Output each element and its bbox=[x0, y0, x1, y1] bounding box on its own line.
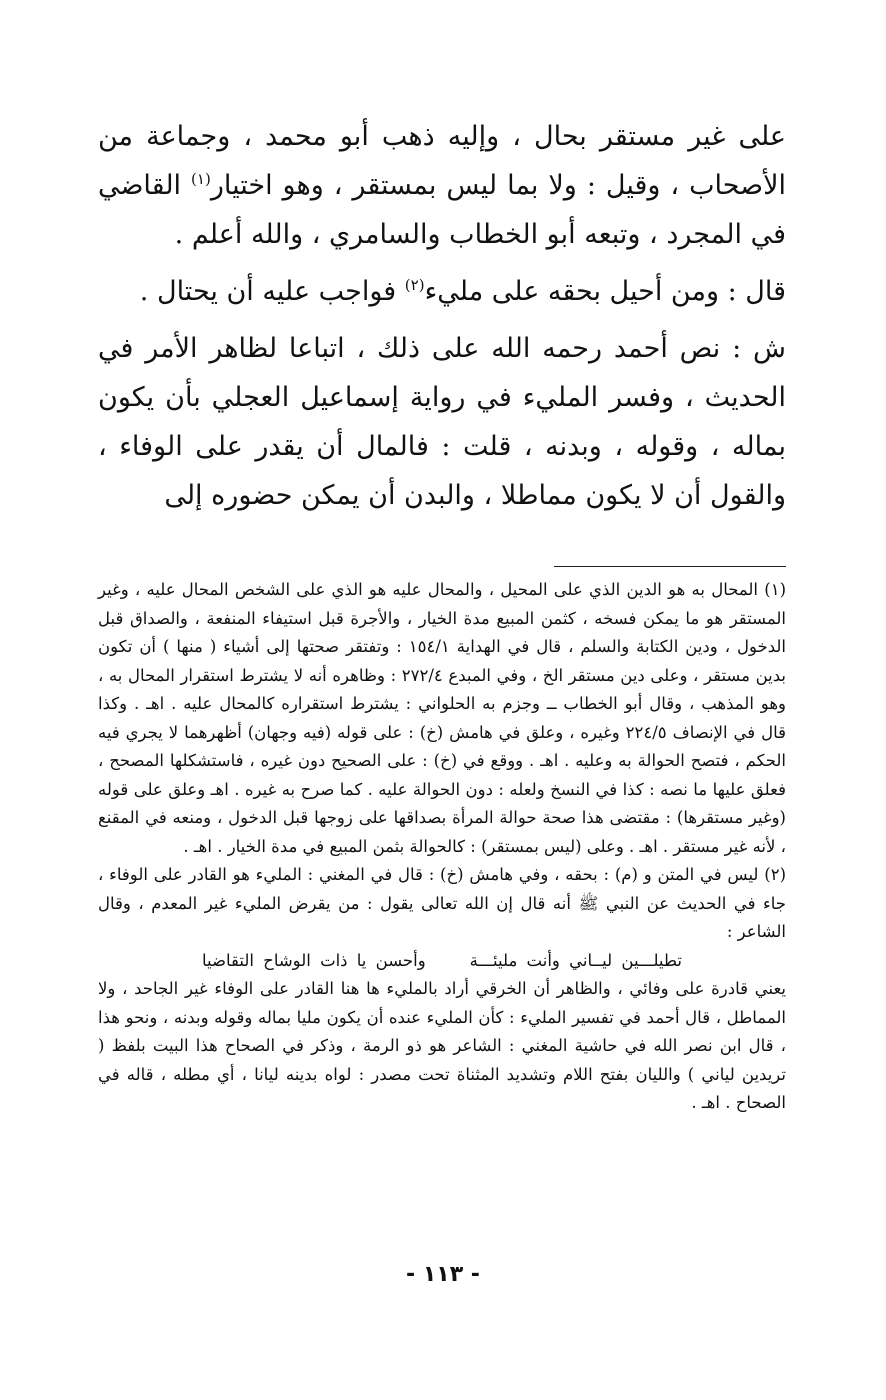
main-paragraph-1 bbox=[98, 112, 786, 259]
page-number: - ١١٣ - bbox=[406, 1262, 480, 1287]
main-paragraph-2-continuation: فواجب عليه أن يحتال . bbox=[139, 276, 405, 307]
footnotes bbox=[98, 576, 786, 1118]
main-paragraph-1-continuation: القاضي في المجرد ، وتبعه أبو الخطاب والسامري ، والله أعلم . bbox=[98, 170, 786, 250]
footnote-2: (٢) ليس في المتن و (م) : بحقه ، وفي هامش (خ) : قال في المغني : المليء هو القادر على الوفاء ، جاء في الحديث عن النبي ﷺ أنه قال إن الله تعالى يقول : من يقرض المليء غير المعدم ، وقال الشاعر : bbox=[98, 865, 786, 941]
main-paragraph-2 bbox=[98, 267, 786, 316]
footnote-ref-2: (٢) bbox=[404, 276, 425, 294]
footnote-ref-1: (١) bbox=[191, 170, 211, 188]
verse-second-hemistich: وأحسن يا ذات الوشاح التقاضيا bbox=[201, 950, 426, 970]
footnote-1: (١) المحال به هو الدين الذي على المحيل ، والمحال عليه هو الذي على الشخص المحال عليه ، وغير المستقر هو ما يمكن فسخه ، كثمن المبيع مدة الخيار ، والأجرة قبل استيفاء المنفعة ، والصداق قبل الدخول ، ودين الكتابة والسلم ، قال في الهداية ١٥٤/١ : وتفتقر صحتها إلى أشياء ( منها ) أن تكون بدين مستقر ، وعلى دين مستقر الخ ، وفي المبدع ٢٧٢/٤ : وظاهره أنه لا يشترط استقرار المحال به ، وهو المذهب ، وقال أبو الخطاب ــ وجزم به الحلواني : يشترط استقراره كالمحال عليه . اهـ . وكذا قال في الإنصاف ٢٢٤/٥ وغيره ، وعلق في هامش (خ) : على قوله (فيه وجهان) أظهرهما لا يجري فيه الحكم ، فتصح الحوالة به وعليه . اهـ . ووقع في (خ) : على الصحيح دون غيره ، فاستشكلها المصحح ، فعلق عليها ما نصه : كذا في النسخ ولعله : دون الحوالة عليه . كما صرح به غيره . اهـ وعلق على قوله (وغير مستقرها) : مقتضى هذا صحة حوالة المرأة بصداقها على زوجها قبل الدخول ، ومنعه في المقنع ، لأنه غير مستقر . اهـ . وعلى (ليس بمستقر) : كالحوالة بثمن المبيع في مدة الخيار . اهـ . bbox=[98, 580, 786, 856]
poetry-verse bbox=[98, 947, 786, 976]
verse-first-hemistich: تطيلـــين ليــاني وأنت مليئـــة bbox=[469, 950, 683, 970]
main-text bbox=[98, 112, 786, 520]
footnote-2-continuation: يعني قادرة على وفائي ، والظاهر أن الخرقي أراد بالمليء ها هنا القادر على الوفاء غير الجاحد ، ولا المماطل ، قال أحمد في تفسير المليء : كأن المليء عنده أن يكون مليا بماله وقوله وبدنه ، ونحو هذا ، قال ابن نصر الله في حاشية المغني : الشاعر هو ذو الرمة ، وذكر في الصحاح هذا البيت بلفظ ( تريدين لياني ) والليان بفتح اللام وتشديد المثناة تحت مصدر : لواه بدينه ليانا ، أي مطله ، قاله في الصحاح . اهـ . bbox=[98, 979, 786, 1112]
main-paragraph-3: ش : نص أحمد رحمه الله على ذلك ، اتباعا لظاهر الأمر في الحديث ، وفسر المليء في رواية إسماعيل العجلي بأن يكون بماله ، وقوله ، وبدنه ، قلت : فالمال أن يقدر على الوفاء ، والقول أن لا يكون مماطلا ، والبدن أن يمكن حضوره إلى bbox=[98, 333, 786, 511]
footnote-separator bbox=[554, 566, 786, 567]
main-paragraph-1-text: على غير مستقر بحال ، وإليه ذهب أبو محمد ، وجماعة من الأصحاب ، وقيل : ولا بما ليس بمستقر ، وهو اختيار bbox=[98, 121, 786, 201]
main-paragraph-2-text: قال : ومن أحيل بحقه على مليء bbox=[424, 276, 786, 307]
